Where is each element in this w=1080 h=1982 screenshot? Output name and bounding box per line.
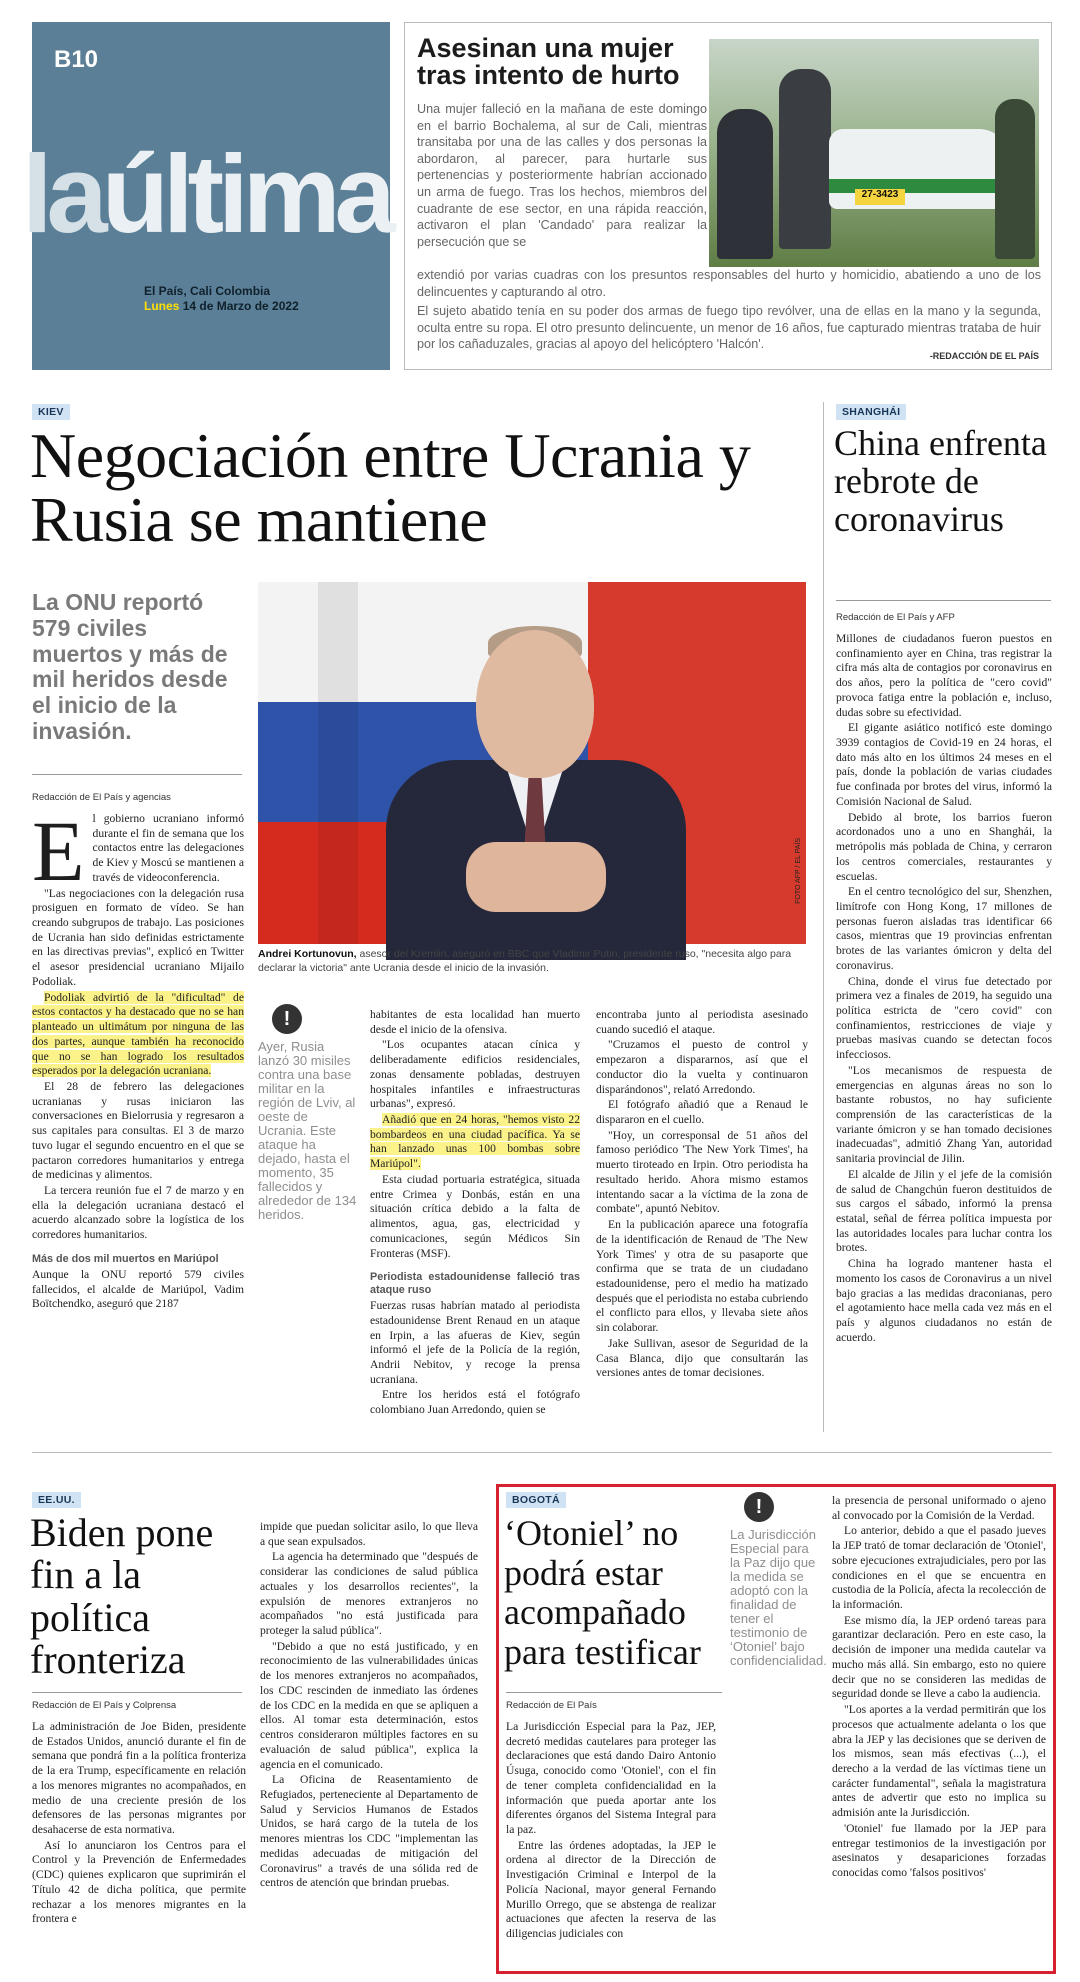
column-divider bbox=[823, 402, 824, 1432]
section-tag-shanghai: SHANGHÁI bbox=[836, 404, 906, 420]
otoniel-headline: ‘Otoniel’ no podrá estar acompañado para testificar bbox=[504, 1513, 701, 1672]
top-story-title: Asesinan una mujer tras intento de hurto bbox=[417, 33, 680, 90]
subhead-mariupol: Más de dos mil muertos en Mariúpol bbox=[32, 1252, 219, 1265]
exclamation-bubble-icon: ! bbox=[272, 1004, 302, 1034]
top-story-credit: -REDACCIÓN DE EL PAÍS bbox=[929, 351, 1039, 361]
photo-credit: FOTO AFP / EL PAÍS bbox=[795, 838, 802, 904]
china-byline: Redacción de El País y AFP bbox=[836, 612, 955, 623]
main-column-4: encontraba junto al periodista asesinado cuando sucedió el ataque. "Cruzamos el puesto de control y empezaron a dispararnos, así que el conductor dio la vuelta y continuaron disparándonos", relató Arredondo. El fotógrafo añadió que a Renaud le dispararon en el cuello. "Hoy, un corresponsal de 51 años del famoso periódico 'The New York Times', ha muerto tiroteado en Irpin. Otro periodista ha resultado herido. Ahora mismo estamos intentando sacar a la víctima de la zona de combate", apuntó Nebitov. En la publicación aparece una fotografía de la identificación de Renaud de 'The New York Times' y otra de su pasaporte que confirma que se trata de un ciudadano estadounidense, pero el medio ha matizado después que el periodista no estaba cubriendo el conflicto para ellos, y llevaba siete años sin colaborar. Jake Sullivan, asesor de Seguridad de la Casa Blanca, dijo que consultarán las versiones antes de tomar decisiones. bbox=[596, 1008, 808, 1380]
divider bbox=[32, 774, 242, 775]
section-tag-bogota: BOGOTÁ bbox=[506, 1492, 566, 1508]
otoniel-byline: Redacción de El País bbox=[506, 1700, 597, 1711]
drop-cap: E bbox=[32, 803, 85, 899]
top-story-photo: 27-3423 bbox=[709, 39, 1039, 267]
highlighted-text: Añadió que en 24 horas, "hemos visto 22 bombardeos en una ciudad pacífica. Ya se han lanzado unas 100 bombas sobre Mariúpol". bbox=[370, 1113, 580, 1171]
section-divider bbox=[32, 1452, 1052, 1453]
section-tag-kiev: KIEV bbox=[32, 404, 70, 420]
divider bbox=[32, 1692, 242, 1693]
section-logo: laúltima bbox=[22, 133, 390, 256]
otoniel-column-1: La Jurisdicción Especial para la Paz, JEP, decretó medidas cautelares para proteger las declaraciones que está dando Dairo Antonio Úsuga, conocido como 'Otoniel', con el fin de tener completa confidencialidad en la información que pueda aportar ante los diferentes órganos del Sistema Integral para la paz. Entre las órdenes adoptadas, la JEP le ordena al director de la Dirección de Investigación Criminal e Interpol de la Policía Nacional, mayor general Fernando Murillo Orrego, que se abstenga de realizar actuaciones que afecten la reserva de las diligencias judiciales con bbox=[506, 1720, 716, 1941]
top-story-body: Una mujer falleció en la mañana de este domingo en el barrio Bochalema, al sur de Cali, mientras transitaba por una de las calles y dos personas la abordaron, al parecer, para hurtarle sus pertenencias y posteriormente habrían accionado un arma de fuego. Tras los hechos, miembros del cuadrante de ese sector, en una rápida reacción, activaron el plan 'Candado' para realizar la persecución que se bbox=[417, 102, 707, 249]
main-column-1: El gobierno ucraniano informó durante el fin de semana que los contactos entre las delegaciones de Kiev y Moscú se mantienen a través de videoconferencia. "Las negociaciones con la delegación rusa prosiguen en formato de vídeo. Se han creando subgrupos de trabajo. Las posiciones de Ucrania han sido definidas estrictamente en las directivas previas", explicó en Twitter el asesor presidencial ucraniano Mijailo Podoliak. Podoliak advirtió de la "dificultad" de estos contactos y ha destacado que no se han planteado un ultimátum por ninguna de las dos partes, aunque también ha reconocido que no se han logrado los resultados esperados por la delegación ucraniana. El 28 de febrero las delegaciones ucranianas y rusas iniciaron las conversaciones en Bielorrusia y regresaron a sus capitales para consultas. El 3 de marzo tuvo lugar el segundo encuentro en el que se pactaron corredores humanitarios y entrega de medicinas y alimentos. La tercera reunión fue el 7 de marzo y en ella la delegación ucraniana destacó el acuerdo alcanzado sobre la logística de los corredores humanitarios. Más de dos mil muertos en Mariúpol Aunque la ONU reportó 579 civiles fallecidos, el alcalde de Mariúpol, Vadim Boïtchendko, aseguró que 2187 bbox=[32, 803, 244, 1311]
divider bbox=[836, 600, 1051, 601]
divider bbox=[506, 1692, 722, 1693]
section-tag-eeuu: EE.UU. bbox=[32, 1492, 81, 1508]
subhead-journalist: Periodista estadounidense falleció tras ataque ruso bbox=[370, 1271, 580, 1297]
top-story: Asesinan una mujer tras intento de hurto 27-3423 Una mujer falleció en la mañana de este domingo en el barrio Bochalema, al sur de Cali, mientras transitaba por una de las calles y dos personas la abordaron, al parecer, para hurtarle sus pertenencias y posteriormente habrían accionado un arma de fuego. Tras los hechos, miembros del cuadrante de ese sector, en una rápida reacción, activaron el plan 'Candado' para realizar la persecución que se extendió por varias cuadras con los presuntos responsables del hurto y homicidio, abatiendo a uno de los delincuentes y capturando al otro. El sujeto abatido tenía en su poder dos armas de fuego tipo revólver, una de ellas en la mano y la segunda, oculta entre su ropa. El otro presunto delincuente, un menor de 16 años, fue capturado mientras trataba de huir por los cañaduzales, gracias al apoyo del helicóptero 'Halcón'. -REDACCIÓN DE EL PAÍS bbox=[404, 22, 1052, 370]
main-photo bbox=[258, 582, 806, 944]
alert-box-kiev: ! Ayer, Rusia lanzó 30 misiles contra una base militar en la región de Lviv, al oeste de Ucrania. Este ataque ha dejado, hasta el momento, 35 fallecidos y alrededor de 134 heridos. bbox=[258, 1004, 358, 1222]
otoniel-column-2: la presencia de personal uniformado o ajeno al convocado por la Comisión de la Verdad. Lo anterior, debido a que el pasado jueves la JEP trató de tomar declaración de 'Otoniel', sobre ejecuciones extrajudiciales, pero por las condiciones en el que se encuentra en custodia de la Policía, afecta la recolección de la información. Ese mismo día, la JEP ordenó tareas para garantizar declaración. Pero en este caso, la decisión de imponer una medida cautelar va mucho más allá. Sin embargo, esto no quiere decir que no se consideren las medidas de seguridad donde se lleve a cabo la audiencia. "Los aportes a la verdad permitirán que los procesos que actualmente adelanta o los que abra la JEP y las decisiones que se deriven de los mismos, sean más efectivas (...), el derecho a la verdad de las víctimas tiene un carácter fundamental", señala la magistratura antes de advertir que esto no implica su admisión ante la Jurisdicción. 'Otoniel' fue llamado por la JEP para entregar testimonios de la investigación por asesinatos y desapariciones forzadas conocidas como 'falsos positivos' bbox=[832, 1494, 1046, 1879]
masthead bbox=[22, 22, 390, 370]
biden-column-2: impide que puedan solicitar asilo, lo que lleva a que sean expulsados. La agencia ha determinado que "después de considerar las condiciones de salud pública actuales y los desarrollos recientes", la expulsión de menores extranjeros no acompañados "no está justificada para proteger la salud pública". "Debido a que no está justificado, y en reconocimiento de las vulnerabilidades únicas de los menores extranjeros no acompañados, los CDC rescinden de inmediato las órdenes de los CDC en la medida en que se apliquen a ellos. Al tomar esta determinación, estos centros consideraron múltiples factores en su evaluación de salud pública", explica la agencia en el comunicado. La Oficina de Reasentamiento de Refugiados, perteneciente al Departamento de Salud y Servicios Humanos de Estados Unidos, se hará cargo de la tutela de los menores mientras los CDC "implementan las medidas adecuadas de mitigación del Coronavirus" a través de una sólida red de centros de atención que brindan pruebas. bbox=[260, 1520, 478, 1890]
photo-caption: Andrei Kortunovun, asesor del Kremlin, aseguró en BBC que Vladimir Putin, presidente ruso, "necesita algo para declarar la victoria" ante Ucrania desde el inicio de la invasión. bbox=[258, 948, 792, 974]
highlighted-text: Podoliak advirtió de la "dificultad" de estos contactos y ha destacado que no se han planteado un ultimátum por ninguna de las dos partes, aunque también ha reconocido que no se han logrado los resultados esperados por la delegación ucraniana. bbox=[32, 990, 244, 1078]
alert-box-otoniel: ! La Jurisdicción Especial para la Paz dijo que la medida se adoptó con la finalidad de tener el testimonio de ‘Otoniel’ bajo confidencialidad. bbox=[730, 1492, 822, 1668]
main-headline: Negociación entre Ucrania y Rusia se mantiene bbox=[30, 420, 751, 555]
china-body: Millones de ciudadanos fueron puestos en confinamiento ayer en China, tras registrar la cifra más alta de contagios por coronavirus en dos años, pero la política de "cero covid" provoca fatiga entre la población e, incluso, dudas sobre su efectividad. El gigante asiático notificó este domingo 3939 contagios de Covid-19 en 24 horas, el dato más alto en los últimos 24 meses en el país, donde la población de varias ciudades fue confinada por brotes del virus, informó la Comisión Nacional de Salud. Debido al brote, los barrios fueron acordonados uno a uno en Shanghái, la metrópolis más poblada de China, y cerraron los centros comerciales, restaurantes y escuelas. En el centro tecnológico del sur, Shenzhen, limítrofe con Hong Kong, 17 millones de personas fueron aisladas tras identificar 66 casos, mientras que 19 provincias enfrentan brotes de las variantes ómicron y delta del coronavirus. China, donde el virus fue detectado por primera vez a finales de 2019, ha seguido una política estricta de "cero covid" con confinamientos, restricciones de viaje y pruebas masivas cuando se detectan focos infecciosos. "Los mecanismos de respuesta de emergencias en algunas áreas no son lo bastante robustos, no hay suficiente comprensión de las características de la variante ómicron y se han tomado decisiones inadecuadas", admitió Zhang Yan, autoridad sanitaria provincial de Jilin. El alcalde de Jilin y el jefe de la comisión de salud de Changchún fueron destituidos de sus cargos el sábado, informó la prensa estatal, señal de férrea política impuesta por las autoridades locales para luchar contra los brotes. China ha logrado mantener hasta el momento los casos de Coronavirus a un nivel bajo gracias a las medidas draconianas, pero el agotamiento hace mella cada vez más en el país y algunos ciudadanos no están de acuerdo. bbox=[836, 632, 1052, 1344]
dateline: El País, Cali Colombia Lunes 14 de Marzo de 2022 bbox=[144, 284, 299, 313]
main-subheadline: La ONU reportó 579 civiles muertos y más de mil heridos desde el inicio de la invasión. bbox=[32, 589, 228, 744]
page-number: B10 bbox=[54, 46, 99, 73]
main-byline: Redacción de El País y agencias bbox=[32, 792, 171, 803]
biden-byline: Redacción de El País y Colprensa bbox=[32, 1700, 177, 1711]
biden-column-1: La administración de Joe Biden, presidente de Estados Unidos, anunció durante el fin de semana que pondrá fin a la política fronteriza de la era Trump, específicamente en relación a los menores migrantes no acompañados, en medio de una creciente presión de los defensores de las personas migrantes por desahacerse de esta normativa. Así lo anunciaron los Centros para el Control y la Prevención de Enfermedades (CDC) quienes explicaron que suprimirán el Título 42 de dicha política, que permite rechazar a los menores migrantes en la frontera e bbox=[32, 1720, 246, 1926]
exclamation-bubble-icon: ! bbox=[744, 1492, 774, 1522]
china-headline: China enfrenta rebrote de coronavirus bbox=[834, 423, 1047, 540]
biden-headline: Biden pone fin a la política fronteriza bbox=[30, 1510, 214, 1683]
main-column-3: habitantes de esta localidad han muerto desde el inicio de la ofensiva. "Los ocupantes atacan cínica y deliberadamente edificios residenciales, zonas densamente pobladas, destruyen hospitales infantiles e infraestructuras urbanas", expresó. Añadió que en 24 horas, "hemos visto 22 bombardeos en una ciudad pacífica. Ya se han lanzado unas 100 bombas sobre Mariúpol". Esta ciudad portuaria estratégica, situada entre Crimea y Donbás, están en una situación crítica debido a la falta de alimentos, agua, gas, electricidad y comunicaciones, según Médicos Sin Fronteras (MSF). Periodista estadounidense falleció tras ataque ruso Fuerzas rusas habrían matado al periodista estadounidense Brent Renaud en un ataque en Irpin, a las afueras de Kiev, según informó el jefe de la Policía de la región, Andrii Nebitov, y recoge la prensa ucraniana. Entre los heridos está el fotógrafo colombiano Juan Arredondo, quien se bbox=[370, 1008, 580, 1417]
